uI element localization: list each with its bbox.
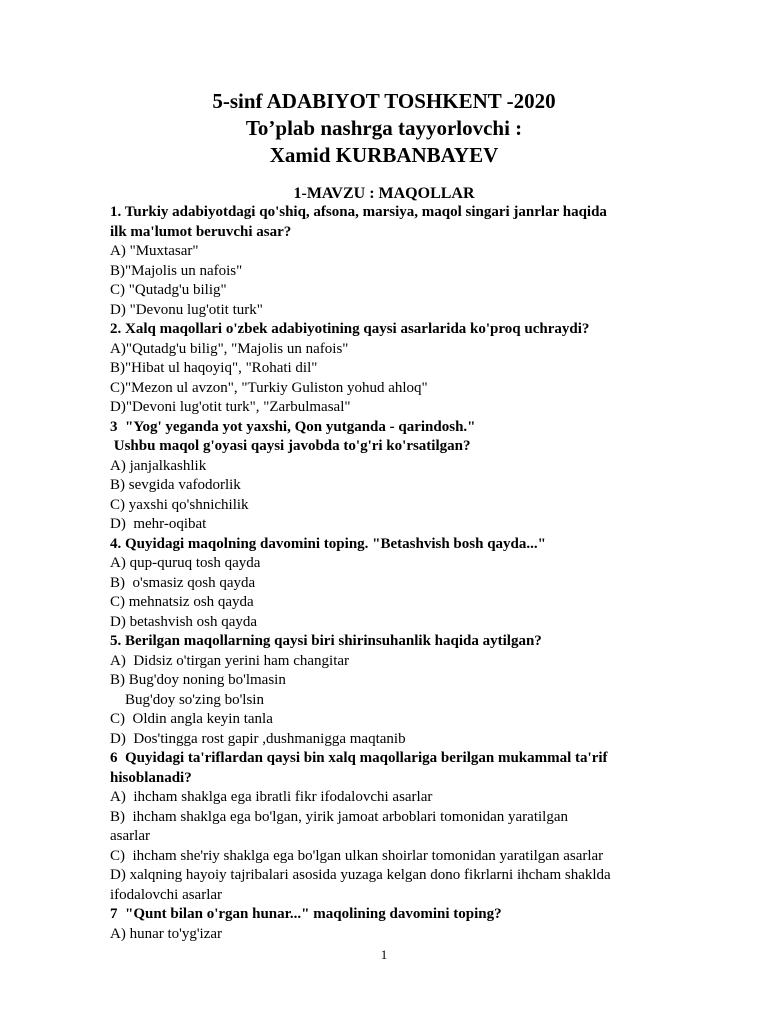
question-line: 4. Quyidagi maqolning davomini toping. "Betashvish bosh qayda..." xyxy=(110,535,546,552)
answer-option: ifodalovchi asarlar xyxy=(110,886,223,903)
answer-option: A) hunar to'yg'izar xyxy=(110,925,223,942)
question-line: Ushbu maqol g'oyasi qaysi javobda to'g'ri ko'rsatilgan? xyxy=(110,438,471,454)
answer-option: D) betashvish osh qayda xyxy=(110,613,258,630)
answer-option: A) janjalkashlik xyxy=(110,457,207,474)
answer-option: B) Bug'doy noning bo'lmasin xyxy=(110,672,286,688)
question-line: ilk ma'lumot beruvchi asar? xyxy=(110,223,292,240)
answer-option: B) o'smasiz qosh qayda xyxy=(110,574,256,591)
answer-option: D) "Devonu lug'otit turk" xyxy=(110,301,263,318)
answer-option: D) mehr-oqibat xyxy=(110,516,207,532)
answer-option: D) xalqning hayoiy tajribalari asosida yuzaga kelgan dono fikrlarni ihcham shaklda xyxy=(110,867,611,883)
answer-option: asarlar xyxy=(110,828,150,844)
page-number: 1 xyxy=(380,947,388,962)
answer-option: C) yaxshi qo'shnichilik xyxy=(110,496,249,513)
answer-option: C) mehnatsiz osh qayda xyxy=(110,594,254,610)
answer-option: A) ihcham shaklga ega ibratli fikr ifodalovchi asarlar xyxy=(110,789,433,805)
answer-option: B) sevgida vafodorlik xyxy=(110,477,241,493)
question-line: 6 Quyidagi ta'riflardan qaysi bin xalq maqollariga berilgan mukammal ta'rif xyxy=(110,750,608,766)
answer-option: C) "Qutadg'u bilig" xyxy=(110,282,227,298)
question-line: hisoblanadi? xyxy=(110,769,192,786)
answer-option: C) ihcham she'riy shaklga ega bo'lgan ulkan shoirlar tomonidan yaratilgan asarlar xyxy=(110,847,604,864)
answer-option: D)"Devoni lug'otit turk", "Zarbulmasal" xyxy=(110,399,351,415)
document-title: 5-sinf ADABIYOT TOSHKENT -2020 xyxy=(212,89,556,113)
answer-option: A) "Muxtasar" xyxy=(110,243,199,259)
answer-option: Bug'doy so'zing bo'lsin xyxy=(110,691,264,708)
question-line: 3 "Yog' yeganda yot yaxshi, Qon yutganda - qarindosh." xyxy=(110,418,476,435)
question-line: 2. Xalq maqollari o'zbek adabiyotining qaysi asarlarida ko'proq uchraydi? xyxy=(110,321,590,337)
answer-option: C)"Mezon ul avzon", "Turkiy Guliston yohud ahloq" xyxy=(110,379,428,396)
answer-option: C) Oldin angla keyin tanla xyxy=(110,711,273,727)
answer-option: B)"Hibat ul haqoyiq", "Rohati dil" xyxy=(110,360,318,376)
document-author: Xamid KURBANBAYEV xyxy=(269,143,499,167)
document-subtitle: To’plab nashrga tayyorlovchi : xyxy=(245,116,523,140)
section-title: 1-MAVZU : MAQOLLAR xyxy=(293,185,475,202)
question-list xyxy=(110,203,730,944)
answer-option: A)"Qutadg'u bilig", "Majolis un nafois" xyxy=(110,340,349,357)
answer-option: A) qup-quruq tosh qayda xyxy=(110,555,261,571)
answer-option: B)"Majolis un nafois" xyxy=(110,262,243,279)
answer-option: D) Dos'tingga rost gapir ,dushmanigga maqtanib xyxy=(110,730,406,747)
question-line: 1. Turkiy adabiyotdagi qo'shiq, afsona, marsiya, maqol singari janrlar haqida xyxy=(110,204,607,220)
document-header xyxy=(0,88,768,169)
answer-option: B) ihcham shaklga ega bo'lgan, yirik jamoat arboblari tomonidan yaratilgan xyxy=(110,808,568,825)
question-line: 5. Berilgan maqollarning qaysi biri shirinsuhanlik haqida aytilgan? xyxy=(110,633,542,649)
answer-option: A) Didsiz o'tirgan yerini ham changitar xyxy=(110,652,350,669)
question-line: 7 "Qunt bilan o'rgan hunar..." maqolining davomini toping? xyxy=(110,906,502,922)
